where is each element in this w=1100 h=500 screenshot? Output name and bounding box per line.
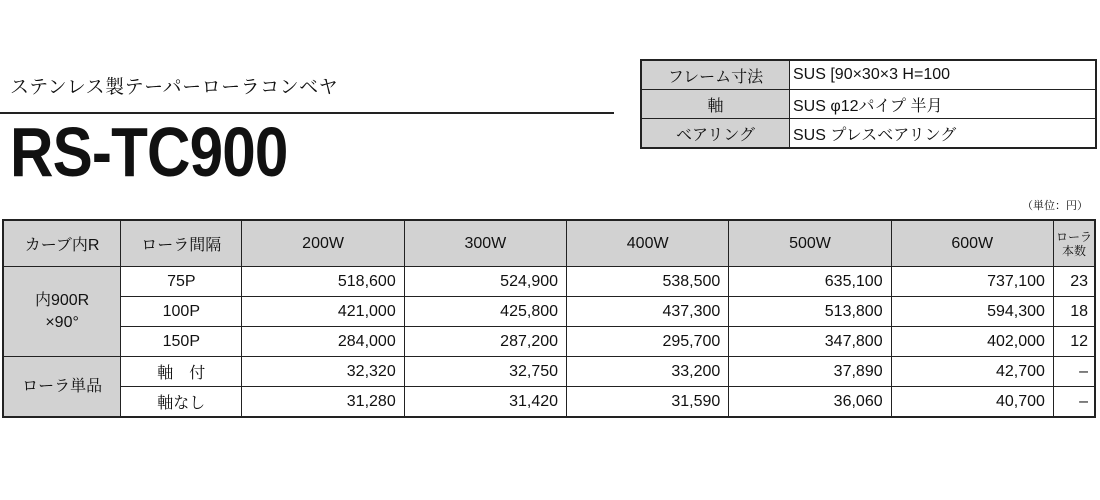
price-cell: 347,800 xyxy=(729,327,891,357)
spec-row xyxy=(641,90,1096,119)
price-cell: 737,100 xyxy=(891,267,1053,297)
price-cell: 32,750 xyxy=(404,357,566,387)
header-pitch: ローラ間隔 xyxy=(121,220,242,267)
price-cell: 40,700 xyxy=(891,387,1053,418)
unit-note: （単位：円） xyxy=(1022,200,1088,212)
group-label-line2: ×90° xyxy=(45,313,79,331)
table-row xyxy=(3,387,1095,418)
group-label-curve xyxy=(3,267,121,357)
header-width: 400W xyxy=(567,220,729,267)
roller-count: 18 xyxy=(1053,297,1095,327)
header-width: 300W xyxy=(404,220,566,267)
spec-table xyxy=(640,59,1097,149)
spec-row xyxy=(641,119,1096,149)
price-cell: 287,200 xyxy=(404,327,566,357)
price-cell: 402,000 xyxy=(891,327,1053,357)
row-shaft-option: 軸なし xyxy=(121,387,242,418)
price-cell: 425,800 xyxy=(404,297,566,327)
price-cell: 31,590 xyxy=(567,387,729,418)
price-cell: 538,500 xyxy=(567,267,729,297)
spec-value: SUS φ12パイプ 半月 xyxy=(790,90,1097,119)
table-row xyxy=(3,297,1095,327)
table-row xyxy=(3,357,1095,387)
header-count-line2: 本数 xyxy=(1061,243,1086,258)
price-cell: 513,800 xyxy=(729,297,891,327)
group-label-line1: 内900R xyxy=(34,291,90,309)
price-cell: 42,700 xyxy=(891,357,1053,387)
price-cell: 518,600 xyxy=(242,267,404,297)
spec-value: SUS [90×30×3 H=100 xyxy=(790,60,1097,90)
roller-count: – xyxy=(1053,357,1095,387)
price-cell: 31,420 xyxy=(404,387,566,418)
row-pitch: 75P xyxy=(121,267,242,297)
price-header-row xyxy=(3,220,1095,267)
spec-value: SUS プレスベアリング xyxy=(790,119,1097,149)
price-cell: 594,300 xyxy=(891,297,1053,327)
roller-count: 23 xyxy=(1053,267,1095,297)
price-cell: 635,100 xyxy=(729,267,891,297)
header-count-line1: ローラ xyxy=(1055,229,1092,244)
spec-label: フレーム寸法 xyxy=(641,60,790,90)
price-cell: 437,300 xyxy=(567,297,729,327)
spec-label: 軸 xyxy=(641,90,790,119)
header-width: 600W xyxy=(891,220,1053,267)
table-row xyxy=(3,327,1095,357)
price-cell: 284,000 xyxy=(242,327,404,357)
row-pitch: 100P xyxy=(121,297,242,327)
spec-row xyxy=(641,60,1096,90)
row-shaft-option: 軸 付 xyxy=(121,357,242,387)
header-curve: カーブ内R xyxy=(3,220,121,267)
product-title: RS-TC900 xyxy=(10,113,288,191)
price-cell: 37,890 xyxy=(729,357,891,387)
header-roller-count xyxy=(1053,220,1095,267)
price-cell: 33,200 xyxy=(567,357,729,387)
product-subtitle: ステンレス製テーパーローラコンベヤ xyxy=(10,77,339,98)
price-cell: 295,700 xyxy=(567,327,729,357)
group-label-single-roller: ローラ単品 xyxy=(3,357,121,418)
table-row xyxy=(3,267,1095,297)
price-cell: 524,900 xyxy=(404,267,566,297)
header-width: 200W xyxy=(242,220,404,267)
roller-count: – xyxy=(1053,387,1095,418)
price-cell: 31,280 xyxy=(242,387,404,418)
spec-label: ベアリング xyxy=(641,119,790,149)
price-table xyxy=(2,219,1096,418)
price-cell: 36,060 xyxy=(729,387,891,418)
roller-count: 12 xyxy=(1053,327,1095,357)
row-pitch: 150P xyxy=(121,327,242,357)
header-width: 500W xyxy=(729,220,891,267)
price-cell: 421,000 xyxy=(242,297,404,327)
price-cell: 32,320 xyxy=(242,357,404,387)
